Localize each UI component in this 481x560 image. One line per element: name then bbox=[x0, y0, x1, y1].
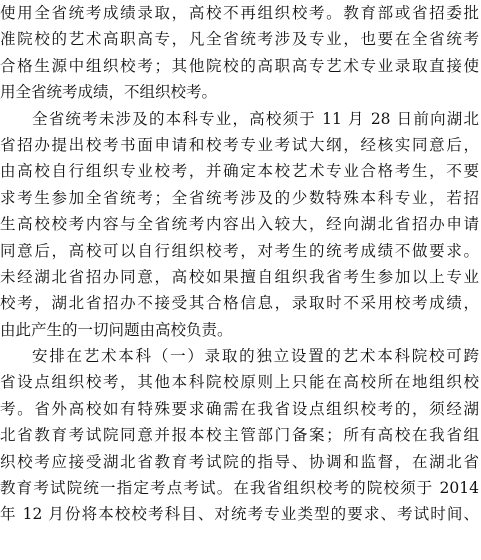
text-line: 织校考应接受湖北省教育考试院的指导、协调和监督，在湖北省 bbox=[0, 452, 479, 471]
paragraph-3 bbox=[0, 343, 481, 528]
text-line: 由高校自行组织专业校考，并确定本校艺术专业合格考生，不要 bbox=[0, 162, 479, 181]
paragraph-1 bbox=[0, 0, 481, 106]
text-line: 生高校校考内容与全省统考内容出入较大，经向湖北省招办申请 bbox=[0, 215, 479, 234]
text-line: 使用全省统考成绩录取，高校不再组织校考。教育部或省招委批 bbox=[0, 4, 479, 22]
text-line: 由此产生的一切问题由高校负责。 bbox=[0, 320, 233, 339]
text-line: 用全省统考成绩，不组织校考。 bbox=[0, 83, 218, 102]
text-line: 北省教育考试院同意并报本校主管部门备案；所有高校在我省组 bbox=[0, 426, 479, 445]
text-line: 考。省外高校如有特殊要求确需在我省设点组织校考的，须经湖 bbox=[0, 399, 479, 418]
text-line: 求考生参加全省统考；全省统考涉及的少数特殊本科专业，若招 bbox=[0, 188, 479, 207]
text-line: 年 12 月份将本校校考科目、对统考专业类型的要求、考试时间、 bbox=[0, 505, 479, 524]
text-line: 未经湖北省招办同意，高校如果擅自组织我省考生参加以上专业 bbox=[0, 267, 479, 286]
text-line: 省招办提出校考书面申请和校考专业考试大纲，经核实同意后， bbox=[0, 135, 479, 154]
text-line: 校考，湖北省招办不接受其合格信息，录取时不采用校考成绩， bbox=[0, 294, 479, 313]
text-line: 教育考试院统一指定考点考试。在我省组织校考的院校须于 2014 bbox=[0, 479, 479, 498]
text-line: 同意后，高校可以自行组织校考，对考生的统考成绩不做要求。 bbox=[0, 241, 479, 260]
paragraph-2 bbox=[0, 106, 481, 344]
text-line: 准院校的艺术高职高专，凡全省统考涉及专业，也要在全省统考 bbox=[0, 30, 479, 49]
text-line: 安排在艺术本科（一）录取的独立设置的艺术本科院校可跨 bbox=[32, 347, 479, 366]
text-line: 全省统考未涉及的本科专业，高校须于 11 月 28 日前向湖北 bbox=[32, 109, 479, 128]
text-line: 合格生源中组织校考；其他院校的高职高专艺术专业录取直接使 bbox=[0, 56, 479, 75]
text-line: 省设点组织校考，其他本科院校原则上只能在高校所在地组织校 bbox=[0, 373, 479, 392]
